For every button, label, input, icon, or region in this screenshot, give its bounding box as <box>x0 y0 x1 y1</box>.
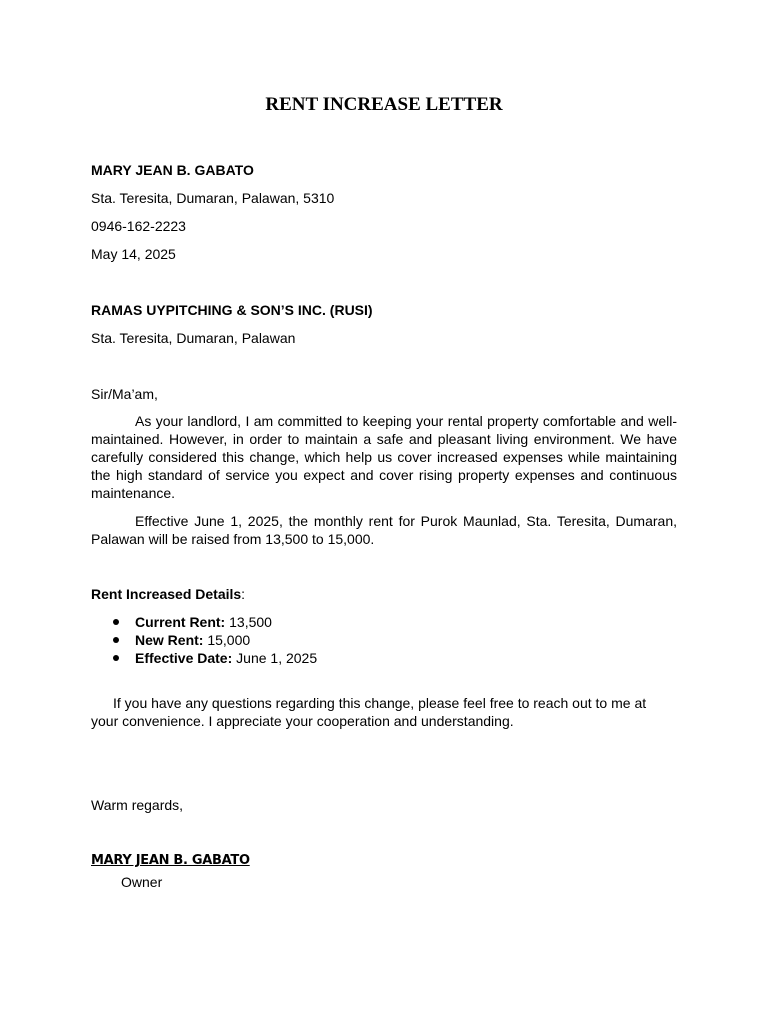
sender-phone: 0946-162-2223 <box>91 218 186 234</box>
detail-value: June 1, 2025 <box>232 650 318 666</box>
body-paragraph-1: As your landlord, I am committed to keeping your rental property comfortable and well-maintained. However, in order to maintain a safe and pleasant living environment. We have carefully considered this change, which help us cover increased expenses while maintaining the high standard of service you expect and cover rising property expenses and continuous maintenance. <box>91 413 677 501</box>
salutation: Sir/Ma’am, <box>91 386 158 402</box>
detail-label: Current Rent: <box>135 614 226 630</box>
detail-label: New Rent: <box>135 632 204 648</box>
document-title: RENT INCREASE LETTER <box>265 94 503 115</box>
body-paragraph-3: If you have any questions regarding this change, please feel free to reach out to me at your convenience. I appreciate your cooperation and understanding. <box>91 695 647 729</box>
bullet-icon <box>113 619 119 625</box>
details-heading-text: Rent Increased Details <box>91 586 242 602</box>
details-heading-colon: : <box>241 586 246 602</box>
body-paragraph-2: Effective June 1, 2025, the monthly rent for Purok Maunlad, Sta. Teresita, Dumaran, Palawan will be raised from 13,500 to 15,000. <box>91 513 677 547</box>
list-item <box>91 649 317 667</box>
detail-value: 13,500 <box>225 614 272 630</box>
signature-name: MARY JEAN B. GABATO <box>91 853 250 868</box>
details-heading <box>91 585 245 603</box>
detail-label: Effective Date: <box>135 650 233 666</box>
recipient-address: Sta. Teresita, Dumaran, Palawan <box>91 330 296 346</box>
details-list <box>91 613 317 667</box>
closing: Warm regards, <box>91 797 184 813</box>
sender-name: MARY JEAN B. GABATO <box>91 162 254 178</box>
sender-address: Sta. Teresita, Dumaran, Palawan, 5310 <box>91 190 335 206</box>
bullet-icon <box>113 637 119 643</box>
list-item <box>91 613 317 631</box>
list-item <box>91 631 317 649</box>
detail-value: 15,000 <box>203 632 251 648</box>
signature-role: Owner <box>121 874 163 890</box>
letter-date: May 14, 2025 <box>91 246 176 262</box>
bullet-icon <box>113 655 119 661</box>
recipient-name: RAMAS UYPITCHING & SON’S INC. (RUSI) <box>91 302 373 318</box>
